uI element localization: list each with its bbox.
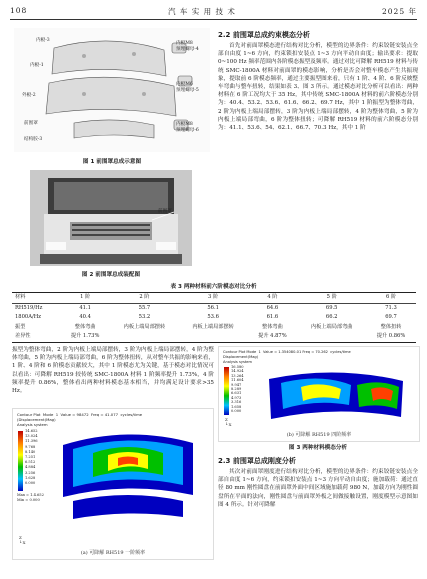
fig3b-legend — [231, 365, 244, 413]
table-cell — [110, 332, 179, 342]
table-cell — [297, 332, 366, 342]
table-cell: 整体弯曲 — [262, 323, 283, 330]
table-cell: 66.2 — [325, 314, 338, 321]
table-cell: 56.1 — [207, 304, 219, 311]
legend-value: 16.580 — [231, 365, 244, 369]
table-3-title: 表 3 两种材料前六阶模态对比分析 — [170, 284, 257, 290]
legend-value: 13.024 — [25, 434, 38, 439]
fig3b-contour-plot — [261, 365, 411, 431]
table-header-row — [12, 293, 416, 304]
table-cell: 64.6 — [266, 304, 279, 311]
table-cell: 内板上端局部摆转 — [123, 323, 166, 330]
legend-value: 11.396 — [25, 439, 38, 444]
fig1-label-2: 外板-2 — [22, 93, 36, 98]
table-cell: 41.1 — [79, 304, 91, 311]
section-2-3-paragraph: 其次对前面罩刚度进行结构对比分析，模型的边界条件：约束铰链安装点全部自由度 1~6 方向，约束锁扣安装点 1~3 方向平动自由度；施加载荷：通过直径 80 mm 刚性圆盘在前面罩外面中间区域施加载荷 980 N，加载方向为刚性圆盘所在平面的法向，刚性圆盘与前面罩外板之间做接触设置，刚度模型示意图如图 4 所示。针对可降解 — [218, 469, 418, 508]
fig1-label-1: 内板-1 — [30, 63, 44, 68]
table-header-cell: 材料 — [12, 293, 60, 304]
table-cell: 71.3 — [385, 304, 397, 311]
fig1-label-0: 内板-3 — [36, 38, 50, 43]
legend-value: 14.924 — [231, 369, 244, 374]
table-cell — [179, 332, 248, 342]
legend-value: 1.658 — [231, 404, 242, 409]
table-header-cell: 4 阶 — [247, 293, 297, 304]
fig2-label: 前围罩 — [158, 209, 172, 214]
legend-value: 6.512 — [25, 460, 36, 465]
journal-title: 汽 车 实 用 技 术 — [168, 7, 236, 16]
fig3a-contour-plot — [53, 425, 203, 535]
table-cell: 内板上端局部摆转 — [192, 323, 234, 330]
table-row — [12, 323, 416, 333]
legend-value: 3.316 — [231, 400, 242, 405]
fig3a-caption: (a) 可降解 RH519 一阶频率 — [80, 550, 146, 556]
table-cell: 53.6 — [207, 314, 219, 321]
fig1-label-4: 结构胶-3 — [24, 137, 43, 142]
fig3b-colorbar — [224, 367, 229, 415]
table-cell: 提升 4.87% — [247, 332, 297, 342]
fig1-label-3: 前围罩 — [24, 121, 38, 126]
table-header-cell: 6 阶 — [366, 293, 416, 304]
legend-value: 8.289 — [231, 387, 242, 392]
table-cell: 提升 1.73% — [60, 332, 110, 342]
table-cell: 40.4 — [79, 314, 91, 321]
legend-value: 13.264 — [231, 373, 244, 378]
table-row — [12, 332, 416, 342]
table-cell: 提升 0.86% — [366, 332, 416, 342]
fig3b-caption: (b) 可降解 RH519 四阶频率 — [286, 432, 352, 438]
legend-value: 11.604 — [231, 378, 244, 383]
truck-front-photo — [30, 170, 192, 266]
legend-value: 0.000 — [25, 481, 36, 486]
table-header-cell: 1 阶 — [60, 293, 110, 304]
table-cell: 整体扭转 — [380, 323, 402, 330]
table-row — [12, 303, 416, 313]
figure-3b-panel — [218, 346, 420, 442]
fig3a-colorbar — [18, 431, 23, 491]
axis-triad-icon: Z └ X — [19, 535, 26, 545]
fig1-label-6: 内板M6 预埋螺母-5 — [176, 82, 199, 93]
figure-2-caption: 图 2 前围罩总成装配图 — [81, 272, 141, 278]
legend-value: 7.251 — [25, 455, 36, 460]
table-cell: 53.2 — [138, 314, 151, 321]
fig3a-header: Contour Plot Mode 1 Value = 98472 Freq = 41.077 cycles/time (Displacement(Mag) Analysis system — [17, 412, 143, 427]
table-cell: 69.7 — [385, 314, 397, 321]
table-cell: RH519/Hz — [15, 304, 43, 311]
legend-value: 0.000 — [231, 409, 242, 414]
legend-value: 9.768 — [25, 444, 36, 449]
left-paragraph: 振型为整体弯曲，2 阶为内板上端局部摆转，3 阶为内板上端局部摆转，4 阶为整体弯曲，5 阶为内板上端局部弯曲，6 阶为整体扭转，从对整车共振的影响来看，1 阶、4 阶和 6 阶模态贡献较大，其中 1 阶模态尤为关键，基于模态对比情况可以看出：可降解 RH519 较传统 SMC-1800A 材料 1 阶频率提升 1.73%，4 阶频率提升 0.86%，整体看出两种材料模态基本相当，并均满足设计要求>35 Hz。 — [12, 347, 214, 395]
table-cell: 69.5 — [325, 304, 338, 311]
axis-triad-icon: Z └ X — [225, 417, 232, 427]
journal-year: 2025 年 — [382, 7, 417, 16]
section-2-2-paragraph: 首先对前面罩模态进行结构对比分析，模型的边界条件：约束铰链安装点全部自由度 1~6 方向，约束锁扣安装点 1~3 方向平动自由度；输出要求：提取 0~100 Hz 频率范围内各阶模态振型及频率。通过对比可降解 RH519 材料与传统 SMC-1800A 材料对前面罩的模态影响，分析是否会对整车模态产生共振现象，提取前 6 阶模态频率，通过主要振型图来看，只有 1 阶、4 阶、6 阶反映整车弯曲与整车扭转，结果如表 3、图 3 所示。通过模态对比分析可以看出：两种材料在 6 阶工况均大于 35 Hz，其中传统 SMC-1800A 材料的前六阶模态分别为：40.4、53.2、53.6、61.6、66.2、69.7 Hz，其中 1 阶振型为整体弯曲，2 阶为内板上端局部摆转，3 阶为内板上端局部摆转，4 阶为整体弯曲，5 阶为内板上端局部弯曲，6 阶为整体扭转；可降解 RH519 材料的前六阶模态分别为：41.1、53.6、54、62.1、66.7、70.3 Hz，其中 1 阶 — [218, 43, 418, 132]
legend-value: 8.140 — [25, 449, 36, 454]
table-cell: 1800A/Hz — [15, 314, 41, 321]
table-cell: 61.6 — [266, 314, 279, 321]
header-rule — [10, 19, 417, 20]
table-header-cell: 5 阶 — [297, 293, 366, 304]
table-header-cell: 2 阶 — [110, 293, 179, 304]
section-2-3-title: 2.3 前围罩总成刚度分析 — [218, 457, 296, 465]
legend-value: 9.947 — [231, 382, 242, 387]
figure-2-photo — [30, 170, 192, 266]
legend-value: 3.256 — [25, 470, 36, 475]
fig1-label-5: 内板M8 预埋螺母-4 — [176, 41, 199, 52]
figure-3-caption: 图 3 两种材料模态分析 — [288, 445, 348, 451]
legend-value: 1.628 — [25, 475, 36, 480]
legend-value: 14.652 — [25, 429, 38, 433]
figure-1-caption: 图 1 前围罩总成示意图 — [82, 159, 142, 165]
table-3 — [12, 292, 416, 343]
fig3b-header: Contour Plot Mode 1 Value = 1.354080-01 Freq = 70.262 cycles/time Displacement(Mag) Analysis system — [223, 350, 351, 364]
table-cell: 振型 — [15, 323, 26, 330]
legend-value: 6.631 — [231, 391, 242, 396]
fig1-label-7: 内板M8 预埋螺母-6 — [176, 122, 199, 133]
table-cell: 内板上端局部弯曲 — [310, 323, 353, 330]
table-cell: 55.7 — [138, 304, 151, 311]
fig3a-minmax: Max = 1.4.652 Min = 0.000 — [17, 493, 44, 502]
table-row — [12, 313, 416, 323]
section-2-2-title: 2.2 前围罩总成约束模态分析 — [218, 31, 310, 39]
table-cell: 整体弯曲 — [74, 323, 96, 330]
table-header-cell: 3 阶 — [179, 293, 248, 304]
legend-value: 4.884 — [25, 465, 36, 470]
page-number: 108 — [10, 6, 28, 15]
figure-3a-panel — [12, 408, 214, 560]
table-cell: 差异性 — [12, 332, 60, 342]
fig3a-legend — [25, 429, 38, 486]
legend-value: 4.973 — [231, 395, 242, 400]
